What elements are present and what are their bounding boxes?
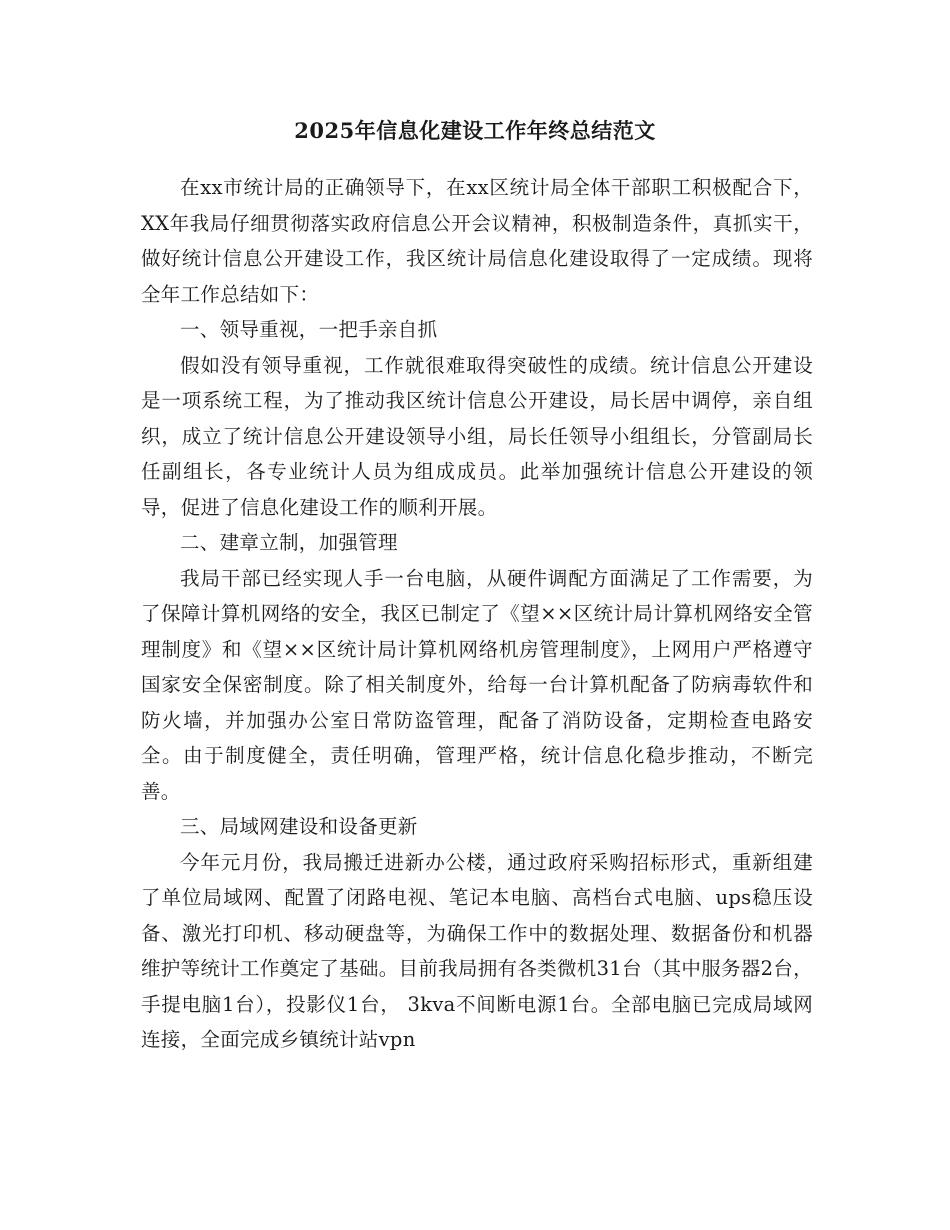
document-title: 2025年信息化建设工作年终总结范文: [294, 118, 656, 143]
section-2-paragraph: 我局干部已经实现人手一台电脑，从硬件调配方面满足了工作需要，为了保障计算机网络的安全，我区已制定了《望××区统计局计算机网络安全管理制度》和《望××区统计局计算机网络机房管理制度》，上网用户严格遵守国家安全保密制度。除了相关制度外，给每一台计算机配备了防病毒软件和防火墙，并加强办公室日常防盗管理，配备了消防设备，定期检查电路安全。由于制度健全，责任明确，管理严格，统计信息化稳步推动，不断完善。: [141, 566, 813, 803]
section-3-paragraph: 今年元月份，我局搬迁进新办公楼，通过政府采购招标形式，重新组建了单位局域网、配置了闭路电视、笔记本电脑、高档台式电脑、ups稳压设备、激光打印机、移动硬盘等，为确保工作中的数据处理、数据备份和机器维护等统计工作奠定了基础。目前我局拥有各类微机31台（其中服务器2台，手提电脑1台），投影仪1台， 3kva不间断电源1台。全部电脑已完成局域网连接，全面完成乡镇统计站vpn: [141, 850, 813, 1051]
section-heading-2: 二、建章立制，加强管理: [180, 531, 398, 554]
section-heading-3: 三、局域网建设和设备更新: [180, 815, 418, 838]
document-body: [141, 170, 813, 1058]
section-heading-1: 一、领导重视，一把手亲自抓: [180, 318, 438, 341]
section-1-paragraph: 假如没有领导重视，工作就很难取得突破性的成绩。统计信息公开建设是一项系统工程，为了推动我区统计信息公开建设，局长居中调停，亲自组织，成立了统计信息公开建设领导小组，局长任领导小组组长，分管副局长任副组长，各专业统计人员为组成成员。此举加强统计信息公开建设的领导，促进了信息化建设工作的顺利开展。: [141, 353, 813, 519]
intro-paragraph: 在xx市统计局的正确领导下，在xx区统计局全体干部职工积极配合下，XX年我局仔细贯彻落实政府信息公开会议精神，积极制造条件，真抓实干，做好统计信息公开建设工作，我区统计局信息化建设取得了一定成绩。现将全年工作总结如下：: [141, 176, 813, 306]
